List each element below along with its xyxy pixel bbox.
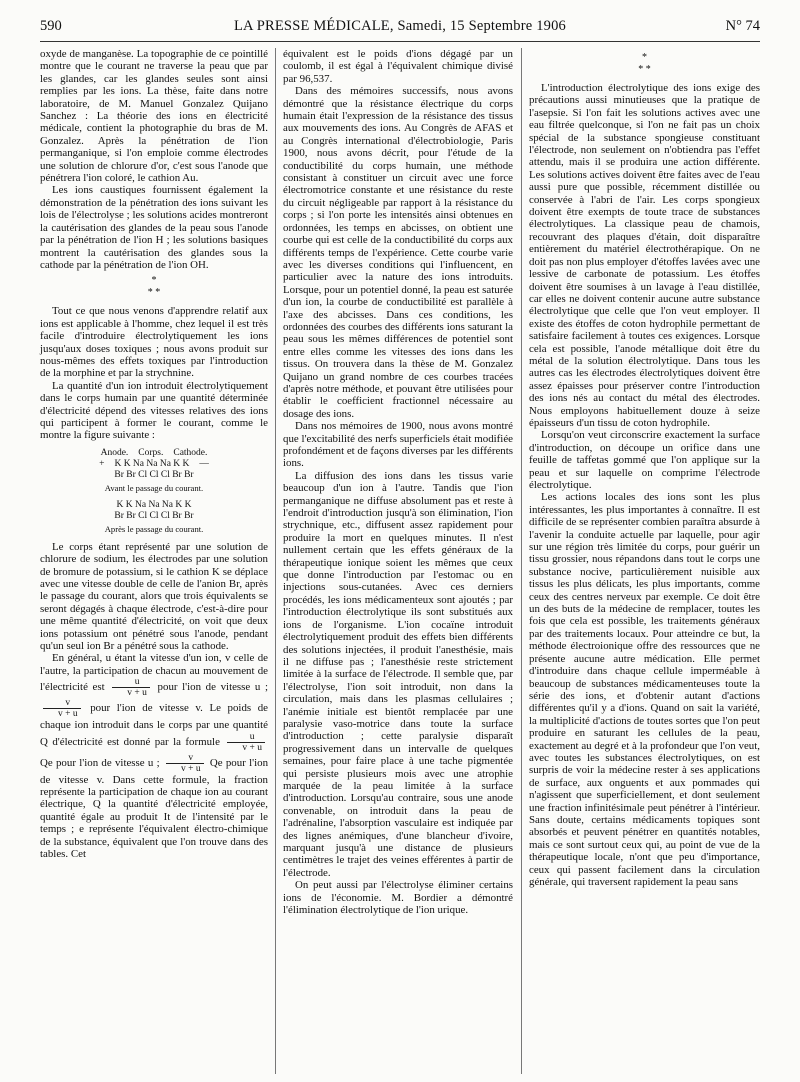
section-asterism: * * * [638,52,651,75]
paragraph-formula: En général, u étant la vitesse d'un ion, v celle de l'autre, la participation de chacun au mouvement de l'électricité est $\frac{u}{v + u}$ pour l'ion de vitesse u ; $\frac{v}{v + u}$ pour l'ion de vitesse v. Le poids de chaque ion introduit dans le corps par une quantité Q d'électricité est donné par la formule $\frac{u}{v + u}$ Qe pour l'ion de vitesse u ; $\frac{v}{v + u}$ Qe pour l'ion de vitesse v. Dans cette formule, la fraction représente la participation de chaque ion au courant électrique, Q la quantité d'électricité employée, quantité égale au produit It de l'intensité par le temps ; e représente l'équivalent électro-chimique de la substance, équivalent que l'on trouve dans des tables. Cet [40,652,269,861]
section-asterism: * * * [147,275,161,299]
figure-row-after-cations [40,500,268,511]
minus-sign: — [199,458,209,469]
paragraph: Lorsqu'on veut circonscrire exactement la surface d'introduction, on découpe un orifice dans une feuille de taffetas gommé que l'on applique sur la peau et sur laquelle on comprime l'électrode électrolytique. [529,429,760,491]
figure-caption-before: Avant le passage du courant. [104,482,204,493]
column-2 [283,48,513,916]
page-header [40,18,760,38]
figure-headings [40,448,268,459]
issue-number: N° 74 [725,18,760,34]
figure-row-after-anions [40,511,268,522]
ion-row: K K Na Na Na K K [114,458,190,469]
column-1 [40,48,268,861]
label-cathode: Cathode. [173,447,208,458]
ion-row: Br Br Cl Cl Cl Br Br [114,510,194,521]
column-divider [521,48,522,1074]
paragraph: L'introduction électrolytique des ions exige des précautions aussi minutieuses que la pratique de l'asepsie. Si l'on fait les solutions actives avec une eau filtrée quelconque, si l'on ne fait pas un choix spécial de la substance spongieuse constituant l'électrode, non seulement on n'obtiendra pas l'effet attendu, mais il se produira une action différente. Les solutions actives doivent être faites avec de l'eau aussi pure que possible, récemment distillée ou conservée à l'abri de l'air. Les corps spongieux doivent être exempts de toute trace de substances électrolytiques. La classique peau de chamois, recouvrant des plaques d'étain, doit disparaître entièrement du matériel électrothérapique. On ne doit pas non plus employer d'étoffes lavées avec une lessive de carbonate de potassium. Les étoffes doivent être soumises à un lavage à l'eau distillée, car elles ne doivent contenir aucune autre substance électrolytique que celle que l'on veut employer. Il existe des étoffes de coton hydrophile permettant de satisfaire facilement à toutes ces exigences. Lorsque cela est possible, l'anode métallique doit être du métal de la solution électrolytique. Dans tous les autres cas les électrodes électrolytiques doivent être assez épaisses pour préserver contre l'introduction des ions nés au contact du métal des électrodes. Nous employons habituellement douze à seize épaisseurs d'un tissu de coton hydrophile. [529,82,760,429]
journal-title: LA PRESSE MÉDICALE, Samedi, 15 Septembre 1906 [233,18,566,34]
column-divider [275,48,276,1074]
header-rule [40,41,760,42]
paragraph: Dans nos mémoires de 1900, nous avons montré que l'excitabilité des nerfs superficiels était modifiée profondément et de façons diverses par les différents ions. [283,420,513,470]
fraction-formula: $\frac{u}{v + u}$ [112,677,150,698]
paragraph: Les actions locales des ions sont les plus intéressantes, les plus importantes à connaître. Il est difficile de se représenter combien paraîtra absurde à l'avenir la conduite actuelle par laquelle, pour agir sur une région très limitée du corps, pour guérir un tissu grossier, nous répandons dans tout le corps une substance nocive, particulièrement nuisible aux tissus les plus délicats, les plus importants, comme ceux des centres nerveux par exemple. Ce doit être un des buts de la médecine de remplacer, toutes les fois que cela est possible, les traitements généraux par des traitements locaux. Pour atteindre ce but, la méthode électroionique offre des ressources que ne présente aucune autre médication. Elle permet d'introduire dans chaque cellule imperméable à beaucoup de substances médicamenteuses toute la série des ions, et d'obtenir autant d'actions différentes qu'il y a d'ions. Quand on sait la variété, la multiplicité d'actions de toutes sortes que l'on peut produire en saturant les cellules de la peau, exactement au degré et à la profondeur que l'on veut, avec toutes les substances électrolytiques, on est surpris de voir la médecine rester à ses applications de surface, aux onguents et aux pommades qui n'agissent que superficiellement, et dont seulement une fraction infinitésimale peut pénétrer à l'intérieur. Sans doute, certains médicaments topiques sont absorbés et peuvent pénétrer en quantités notables, mais ce sont surtout ceux qui, au point de vue de la thérapeutique locale, n'ont que peu d'importance, ceux qui passent facilement dans la circulation générale, qui traversent rapidement la peau sans [529,491,760,888]
figure-row-before-cations [40,459,268,470]
paragraph: Dans des mémoires successifs, nous avons démontré que la résistance électrique du corps humain était l'expression de la résistance des tissus aux mouvements des ions. Au Congrès de AFAS et au Congrès international d'électrobiologie, Paris 1900, nous avons décrit, pour l'étude de la conductibilité du corps humain, une méthode consistant à constituer un circuit avec une force électromotrice constante et une résistance du reste du circuit négligeable par rapport à la résistance du corps ; si l'on porte les intensités ainsi obtenues en ordonnées, les temps en abcisses, on obtient une courbe qui est celle de la conductibilité du corps aux différents temps de l'expérience. Cette courbe varie avec les diverses conditions qui l'influencent, en particulier avec la nature des ions introduits. Lorsque, pour un potentiel donné, la peau est saturée d'un ion, la courbe de conductibilité est parallèle à l'axe des abcisses. Dans ces conditions, les ordonnées des courbes des différents ions saturant la peau sous les mêmes différences de potentiel sont entre elles comme les vitesses des ions dans les tissus. On trouvera dans la thèse de M. Gonzalez Quijano un grand nombre de ces courbes tracées d'après notre méthode, et pouvant être utilisées pour établir le coefficient fractionnel nécessaire au dosage des ions. [283,85,513,420]
figure-row-before-anions [40,470,268,481]
column-3 [529,48,760,888]
figure-caption-after: Après le passage du courant. [104,523,204,534]
paragraph: Les ions caustiques fournissent également la démonstration de la pénétration des ions suivant les lois de l'électrolyse ; les solutions acides montreront la cautérisation des glandes de la peau sous l'anode par la pénétration de l'ion H ; les solutions basiques montrent la cautérisation des glandes sous la cathode par la pénétration de l'ion OH. [40,184,268,271]
fraction-formula: $\frac{v}{v + u}$ [43,698,81,719]
paragraph: équivalent est le poids d'ions dégagé par un coulomb, il est égal à l'équivalent chimique divisé par 96,537. [283,48,513,85]
paragraph: Tout ce que nous venons d'apprendre relatif aux ions est applicable à l'homme, chez lequel il est très facile d'introduire électrolytiquement les ions jusqu'aux doses toxiques ; nous avons produit sur nous-mêmes des effets toxiques par l'introduction de la morphine et par la strychnine. [40,305,268,380]
ion-migration-figure [40,448,268,535]
paragraph: On peut aussi par l'électrolyse éliminer certains ions de l'économie. M. Bordier a démontré l'élimination électrolytique de l'ion urique. [283,879,513,917]
ion-row: Br Br Cl Cl Cl Br Br [114,469,194,480]
paragraph: oxyde de manganèse. La topographie de ce pointillé montre que le courant ne traverse la peau que par les glandes, car les glandes seules sont ainsi remplies par les ions. La thèse, faite dans notre laboratoire, de M. Manuel Gonzalez Quijano Sanchez : La théorie des ions en électricité médicale, contient la photographie du bras de M. Gonzalez. Après la pénétration de l'ion permanganique, si l'on emploie comme électrodes une solution de chlorure d'or, c'est sous l'anode que pénétrera l'ion coloré, le cathion Au. [40,48,268,185]
plus-sign: + [99,458,105,469]
paragraph: Le corps étant représenté par une solution de chlorure de sodium, les électrodes par une solution de bromure de potassium, si le cathion K se déplace avec une vitesse double de celle de l'anion Br, après le passage du courant, alors que trois équivalents se seront dégagés à chaque électrode, c'est-à-dire pour une même quantité d'électricité, on voit que deux ions potassium ont pénétré sous l'anode, pendant qu'un seul ion Br a pénétré sous la cathode. [40,540,268,653]
paragraph: La diffusion des ions dans les tissus varie beaucoup d'un ion à l'autre. Tandis que l'ion permanganique ne diffuse absolument pas et reste à l'endroit d'introduction jusqu'à son élimination, l'ion strychnique, etc., diffusent assez rapidement pour produire la mort en quelques minutes. Il n'est nullement certain que les effets généraux de la thérapeutique ionique soient les mêmes que ceux que donne l'introduction par l'estomac ou en injections sous-cutanées. Avec ces derniers procédés, les ions médicamenteux sont ajoutés ; par l'introduction électrolytique ils sont substitués aux ions de l'organisme. L'ion cocaïne introduit électrolytiquement produit des effets bien différents des solutions injectées, il produit l'anesthésie, mais il ne diffuse pas ; l'anesthésie reste strictement limitée à la surface de l'électrode. Il semble que, par l'électrolyse, l'ion soit introduit, non dans la circulation, mais dans les plasmas cellulaires ; l'anémie initiale est bientôt remplacée par une paralysie vaso-motrice dans toute la surface d'introduction ; cette paralysie disparaît progressivement dans un intervalle de quelques semaines, pour faire place à une tache pigmentée qui persiste plusieurs mois avec une atrophie marquée de la peau limitée à la surface d'introduction. Lorsqu'au contraire, sous une anode convenable, on introduit dans la peau de l'adrénaline, l'absorption vasculaire est indiquée par des lignes anémiques, d'une blancheur d'ivoire, marquant jusqu'à une distance de plusieurs centimètres le trajet des veines efférentes à partir de l'électrode. [283,469,513,879]
fraction-formula: $\frac{v}{v + u}$ [166,753,204,774]
ion-row: K K Na Na Na K K [116,499,192,510]
fraction-formula: $\frac{u}{v + u}$ [227,732,265,753]
label-anode: Anode. [100,447,129,458]
paragraph: La quantité d'un ion introduit électrolytiquement dans le corps humain par une quantité déterminée d'électricité dépend des vitesses relatives des ions qui participent à former le courant, comme le montre la figure suivante : [40,379,268,442]
label-corps: Corps. [138,447,164,458]
page-number: 590 [40,18,62,34]
